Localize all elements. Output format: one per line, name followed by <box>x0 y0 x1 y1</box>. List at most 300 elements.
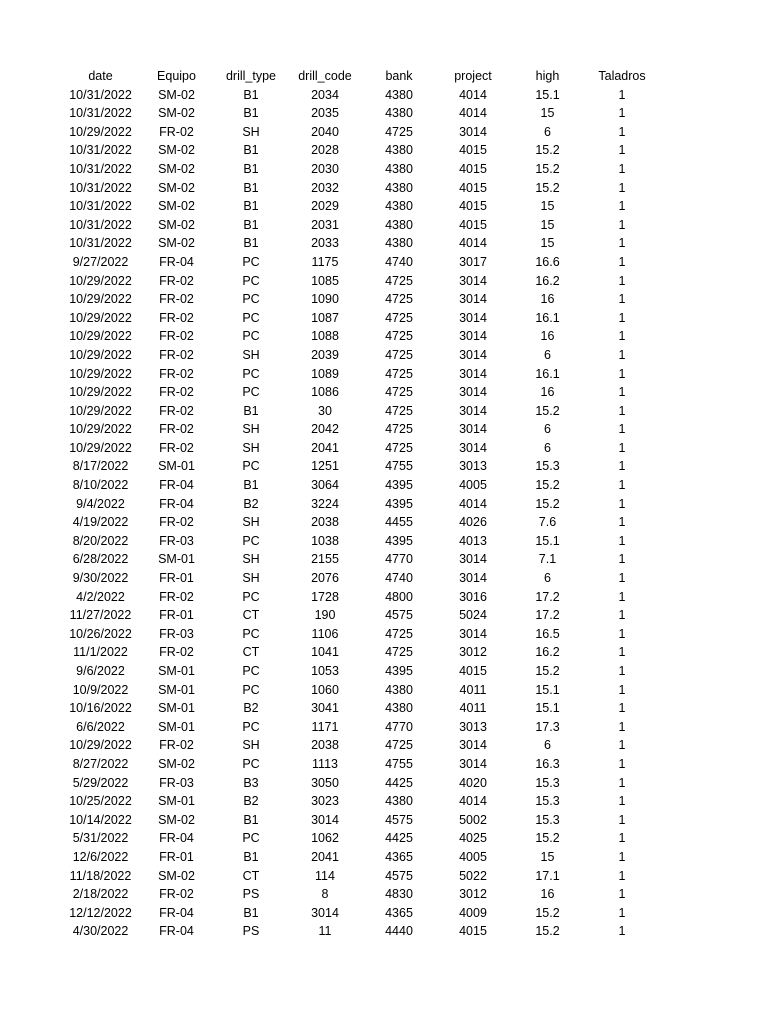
cell-date: 10/31/2022 <box>69 161 132 176</box>
cell-project: 4015 <box>459 924 487 939</box>
cell-bank: 4440 <box>385 924 413 939</box>
cell-drill-type: SH <box>242 515 260 530</box>
cell-drill-type: PC <box>242 459 260 474</box>
cell-project: 4014 <box>459 794 487 809</box>
cell-drill-code: 1088 <box>311 329 339 344</box>
cell-project: 4005 <box>459 478 487 493</box>
cell-drill-type: B2 <box>243 496 259 511</box>
cell-drill-type: B1 <box>243 87 259 102</box>
cell-drill-code: 2041 <box>311 849 339 864</box>
cell-bank: 4725 <box>385 385 413 400</box>
cell-high: 15 <box>540 106 555 121</box>
cell-project: 5022 <box>459 868 487 883</box>
cell-date: 11/27/2022 <box>69 608 132 623</box>
cell-high: 15.2 <box>535 161 560 176</box>
cell-date: 10/29/2022 <box>69 292 132 307</box>
cell-bank: 4395 <box>385 533 413 548</box>
cell-drill-code: 2076 <box>311 571 339 586</box>
column-header-drill-type: drill_type <box>225 69 277 83</box>
cell-taladros: 1 <box>618 571 626 586</box>
cell-taladros: 1 <box>618 292 626 307</box>
cell-equipo: FR-04 <box>159 478 194 493</box>
cell-project: 4014 <box>459 87 487 102</box>
cell-equipo: SM-01 <box>158 664 195 678</box>
cell-bank: 4380 <box>385 106 413 121</box>
cell-high: 15 <box>540 199 555 214</box>
cell-bank: 4725 <box>385 626 413 641</box>
cell-bank: 4770 <box>385 719 413 734</box>
cell-drill-type: PC <box>242 589 260 604</box>
cell-project: 3014 <box>459 347 487 362</box>
cell-bank: 4395 <box>385 664 413 678</box>
cell-equipo: SM-02 <box>158 217 195 232</box>
cell-taladros: 1 <box>618 329 626 344</box>
cell-equipo: FR-04 <box>159 924 194 939</box>
table-body <box>62 86 659 941</box>
cell-date: 10/9/2022 <box>72 682 129 697</box>
cell-drill-code: 1106 <box>311 626 339 641</box>
cell-drill-type: SH <box>242 552 260 567</box>
cell-drill-type: B1 <box>243 217 259 232</box>
column-header-date: date <box>88 69 113 83</box>
table-row <box>62 216 659 235</box>
column-header-drill-code: drill_code <box>298 69 352 83</box>
cell-project: 3014 <box>459 292 487 307</box>
cell-drill-type: PC <box>242 626 260 641</box>
cell-project: 4014 <box>459 236 487 251</box>
cell-drill-type: PC <box>242 310 260 325</box>
cell-drill-code: 1175 <box>311 254 339 269</box>
cell-project: 3014 <box>459 124 487 139</box>
column-header-taladros: Taladros <box>598 69 646 83</box>
cell-drill-code: 1086 <box>311 385 339 400</box>
cell-high: 7.6 <box>538 515 557 530</box>
cell-project: 4011 <box>459 682 487 697</box>
cell-project: 4015 <box>459 217 487 232</box>
table-row <box>62 86 659 105</box>
cell-high: 16.1 <box>535 310 560 325</box>
cell-project: 4011 <box>459 701 487 716</box>
cell-drill-code: 2041 <box>311 440 339 455</box>
cell-bank: 4725 <box>385 347 413 362</box>
cell-taladros: 1 <box>618 924 626 939</box>
cell-drill-code: 3023 <box>311 794 339 809</box>
cell-bank: 4830 <box>385 887 413 902</box>
table-row <box>62 774 659 793</box>
cell-high: 17.1 <box>535 868 560 883</box>
table-row <box>62 104 659 123</box>
cell-equipo: FR-02 <box>159 645 194 660</box>
cell-project: 3012 <box>459 887 487 902</box>
table-row <box>62 476 659 495</box>
table-row <box>62 550 659 569</box>
cell-bank: 4575 <box>385 608 413 623</box>
cell-equipo: FR-04 <box>159 831 194 846</box>
table-row <box>62 402 659 421</box>
cell-bank: 4365 <box>385 905 413 920</box>
cell-bank: 4770 <box>385 552 413 567</box>
cell-date: 10/31/2022 <box>69 199 132 214</box>
cell-drill-code: 2155 <box>311 552 339 567</box>
cell-project: 3014 <box>459 329 487 344</box>
cell-bank: 4725 <box>385 403 413 418</box>
cell-drill-type: B2 <box>243 794 259 809</box>
cell-equipo: FR-02 <box>159 366 194 381</box>
cell-drill-code: 3064 <box>311 478 339 493</box>
cell-taladros: 1 <box>618 366 626 381</box>
cell-taladros: 1 <box>618 738 626 753</box>
cell-bank: 4725 <box>385 310 413 325</box>
table-row <box>62 234 659 253</box>
cell-project: 4015 <box>459 143 487 158</box>
cell-bank: 4365 <box>385 849 413 864</box>
cell-project: 4013 <box>459 533 487 548</box>
cell-drill-type: CT <box>242 645 260 660</box>
cell-drill-code: 1113 <box>312 756 338 771</box>
cell-taladros: 1 <box>618 664 626 678</box>
cell-drill-type: PC <box>242 292 260 307</box>
cell-high: 15 <box>540 849 555 864</box>
cell-taladros: 1 <box>618 236 626 251</box>
cell-high: 6 <box>544 738 551 753</box>
cell-date: 9/27/2022 <box>72 254 129 269</box>
cell-project: 3014 <box>459 310 487 325</box>
table-row <box>62 792 659 811</box>
cell-equipo: FR-02 <box>159 292 194 307</box>
cell-equipo: FR-01 <box>159 849 194 864</box>
cell-high: 15.3 <box>535 775 560 790</box>
cell-high: 15.1 <box>535 701 560 716</box>
cell-project: 3013 <box>459 459 487 474</box>
cell-date: 10/31/2022 <box>69 217 132 232</box>
cell-taladros: 1 <box>618 868 626 883</box>
cell-drill-type: PC <box>242 756 260 771</box>
cell-drill-code: 1053 <box>311 664 339 678</box>
cell-taladros: 1 <box>618 403 626 418</box>
cell-date: 10/29/2022 <box>69 329 132 344</box>
cell-project: 5024 <box>459 608 487 623</box>
cell-high: 6 <box>544 124 551 139</box>
cell-taladros: 1 <box>618 143 626 158</box>
cell-taladros: 1 <box>618 626 626 641</box>
cell-high: 16 <box>540 887 555 902</box>
cell-taladros: 1 <box>618 812 626 827</box>
table-row <box>62 532 659 551</box>
cell-high: 15.2 <box>535 905 560 920</box>
cell-taladros: 1 <box>618 124 626 139</box>
cell-drill-type: B1 <box>243 478 259 493</box>
cell-taladros: 1 <box>618 440 626 455</box>
cell-equipo: FR-02 <box>159 515 194 530</box>
cell-equipo: FR-02 <box>159 887 194 902</box>
cell-drill-code: 3041 <box>311 701 339 716</box>
cell-project: 3016 <box>459 589 487 604</box>
cell-date: 8/20/2022 <box>72 533 129 548</box>
cell-high: 16.6 <box>535 254 560 269</box>
cell-date: 10/31/2022 <box>69 87 132 102</box>
cell-equipo: SM-01 <box>158 701 195 716</box>
cell-equipo: FR-01 <box>159 608 194 623</box>
table-row <box>62 625 659 644</box>
cell-date: 10/29/2022 <box>69 403 132 418</box>
cell-project: 3014 <box>459 366 487 381</box>
cell-date: 10/29/2022 <box>69 440 132 455</box>
cell-project: 3014 <box>459 571 487 586</box>
cell-date: 10/31/2022 <box>69 180 132 195</box>
cell-project: 4014 <box>459 496 487 511</box>
cell-project: 4015 <box>459 199 487 214</box>
cell-date: 12/6/2022 <box>72 849 129 864</box>
table-row <box>62 272 659 291</box>
column-header-equipo: Equipo <box>157 69 196 83</box>
cell-drill-code: 1085 <box>311 273 339 288</box>
cell-drill-type: B3 <box>243 775 259 790</box>
cell-taladros: 1 <box>618 608 626 623</box>
cell-high: 17.2 <box>535 608 560 623</box>
cell-drill-code: 2032 <box>311 180 339 195</box>
cell-drill-code: 2033 <box>311 236 339 251</box>
cell-drill-code: 11 <box>318 924 332 939</box>
table-row <box>62 290 659 309</box>
cell-taladros: 1 <box>618 310 626 325</box>
cell-date: 10/29/2022 <box>69 366 132 381</box>
cell-drill-code: 1087 <box>311 310 339 325</box>
cell-bank: 4380 <box>385 682 413 697</box>
cell-equipo: FR-02 <box>159 273 194 288</box>
cell-taladros: 1 <box>618 515 626 530</box>
cell-equipo: SM-02 <box>158 199 195 214</box>
cell-project: 3014 <box>459 273 487 288</box>
cell-high: 6 <box>544 571 551 586</box>
cell-high: 15.2 <box>535 180 560 195</box>
cell-high: 16 <box>540 292 555 307</box>
cell-equipo: FR-02 <box>159 440 194 455</box>
cell-drill-type: PC <box>242 366 260 381</box>
cell-bank: 4755 <box>385 459 413 474</box>
cell-high: 15 <box>540 217 555 232</box>
cell-project: 4015 <box>459 161 487 176</box>
table-header <box>62 67 659 86</box>
cell-drill-type: B1 <box>243 106 259 121</box>
cell-high: 15.2 <box>535 478 560 493</box>
cell-drill-type: B1 <box>243 403 259 418</box>
cell-equipo: SM-02 <box>158 87 195 102</box>
cell-date: 9/30/2022 <box>72 571 129 586</box>
cell-project: 3014 <box>459 626 487 641</box>
table-row <box>62 439 659 458</box>
cell-taladros: 1 <box>618 180 626 195</box>
table-row <box>62 606 659 625</box>
table-row <box>62 699 659 718</box>
cell-high: 16.2 <box>535 273 560 288</box>
cell-project: 4025 <box>459 831 487 846</box>
column-header-bank: bank <box>385 69 413 83</box>
cell-date: 4/19/2022 <box>72 515 129 530</box>
cell-date: 10/29/2022 <box>69 273 132 288</box>
cell-equipo: FR-02 <box>159 589 194 604</box>
cell-date: 8/27/2022 <box>72 756 129 771</box>
cell-high: 16.5 <box>535 626 560 641</box>
cell-taladros: 1 <box>618 849 626 864</box>
table-row <box>62 179 659 198</box>
cell-bank: 4395 <box>385 478 413 493</box>
cell-high: 17.2 <box>535 589 560 604</box>
cell-high: 15.3 <box>535 794 560 809</box>
cell-equipo: SM-01 <box>158 794 195 809</box>
cell-date: 10/29/2022 <box>69 347 132 362</box>
table-row <box>62 867 659 886</box>
cell-high: 15.2 <box>535 924 560 939</box>
cell-drill-type: PC <box>242 533 260 548</box>
cell-drill-code: 2040 <box>311 124 339 139</box>
cell-drill-code: 2030 <box>311 161 339 176</box>
cell-equipo: FR-02 <box>159 403 194 418</box>
cell-drill-type: SH <box>242 440 260 455</box>
cell-high: 6 <box>544 422 551 437</box>
cell-equipo: FR-03 <box>159 533 194 548</box>
cell-drill-code: 2038 <box>311 738 339 753</box>
cell-drill-type: PC <box>242 719 260 734</box>
table-row <box>62 141 659 160</box>
cell-equipo: SM-02 <box>158 868 195 883</box>
cell-drill-type: PC <box>242 273 260 288</box>
cell-bank: 4425 <box>385 831 413 846</box>
cell-equipo: FR-03 <box>159 626 194 641</box>
cell-date: 5/31/2022 <box>72 831 129 846</box>
table-row <box>62 309 659 328</box>
cell-taladros: 1 <box>618 422 626 437</box>
table-row <box>62 829 659 848</box>
cell-taladros: 1 <box>618 905 626 920</box>
cell-project: 3014 <box>459 385 487 400</box>
cell-project: 4005 <box>459 849 487 864</box>
cell-bank: 4395 <box>385 496 413 511</box>
header-row <box>62 67 659 86</box>
cell-high: 16.3 <box>535 756 560 771</box>
cell-drill-type: B1 <box>243 180 259 195</box>
table-row <box>62 346 659 365</box>
table-row <box>62 457 659 476</box>
cell-bank: 4740 <box>385 254 413 269</box>
cell-drill-code: 8 <box>321 887 329 902</box>
cell-high: 15.1 <box>535 682 560 697</box>
cell-bank: 4380 <box>385 217 413 232</box>
cell-date: 10/29/2022 <box>69 310 132 325</box>
cell-taladros: 1 <box>618 385 626 400</box>
cell-bank: 4380 <box>385 701 413 716</box>
cell-drill-code: 3224 <box>311 496 339 511</box>
cell-date: 10/31/2022 <box>69 143 132 158</box>
cell-taladros: 1 <box>618 106 626 121</box>
cell-taladros: 1 <box>618 719 626 734</box>
cell-drill-type: PS <box>242 887 260 902</box>
cell-high: 15.1 <box>535 87 560 102</box>
cell-high: 6 <box>544 347 551 362</box>
cell-drill-type: CT <box>242 868 260 883</box>
cell-drill-code: 1090 <box>311 292 339 307</box>
cell-bank: 4800 <box>385 589 413 604</box>
cell-equipo: SM-02 <box>158 161 195 176</box>
cell-drill-type: PC <box>242 831 260 846</box>
cell-project: 3014 <box>459 422 487 437</box>
cell-bank: 4425 <box>385 775 413 790</box>
cell-date: 8/10/2022 <box>72 478 129 493</box>
cell-date: 5/29/2022 <box>72 775 129 790</box>
cell-drill-code: 1171 <box>311 719 339 734</box>
cell-project: 4015 <box>459 180 487 195</box>
cell-drill-code: 2042 <box>311 422 339 437</box>
cell-date: 11/18/2022 <box>69 868 132 883</box>
cell-high: 7.1 <box>538 552 557 567</box>
cell-project: 3013 <box>459 719 487 734</box>
cell-bank: 4755 <box>385 756 413 771</box>
cell-bank: 4380 <box>385 236 413 251</box>
cell-drill-type: B1 <box>243 143 259 158</box>
cell-date: 4/2/2022 <box>76 589 125 604</box>
cell-drill-code: 2028 <box>311 143 339 158</box>
cell-drill-code: 2039 <box>311 347 339 362</box>
cell-high: 15.2 <box>535 831 560 846</box>
cell-high: 17.3 <box>535 719 560 734</box>
cell-high: 6 <box>544 440 551 455</box>
cell-high: 15 <box>540 236 555 251</box>
cell-date: 11/1/2022 <box>73 645 128 660</box>
cell-project: 4015 <box>459 664 487 678</box>
table-row <box>62 365 659 384</box>
cell-drill-code: 3014 <box>311 812 339 827</box>
column-header-high: high <box>535 69 560 83</box>
cell-taladros: 1 <box>618 161 626 176</box>
cell-bank: 4725 <box>385 422 413 437</box>
cell-taladros: 1 <box>618 273 626 288</box>
table-row <box>62 904 659 923</box>
cell-project: 3014 <box>459 403 487 418</box>
table-row <box>62 420 659 439</box>
cell-bank: 4380 <box>385 794 413 809</box>
cell-bank: 4575 <box>385 868 413 883</box>
cell-drill-code: 2034 <box>311 87 339 102</box>
cell-drill-type: SH <box>242 347 260 362</box>
table-row <box>62 123 659 142</box>
table-row <box>62 718 659 737</box>
cell-equipo: FR-02 <box>159 738 194 753</box>
cell-date: 4/30/2022 <box>72 924 129 939</box>
cell-taladros: 1 <box>618 496 626 511</box>
cell-taladros: 1 <box>618 217 626 232</box>
cell-bank: 4725 <box>385 645 413 660</box>
cell-drill-code: 3050 <box>311 775 339 790</box>
cell-equipo: FR-02 <box>159 385 194 400</box>
table-row <box>62 197 659 216</box>
cell-drill-type: B1 <box>243 905 259 920</box>
table-row <box>62 811 659 830</box>
cell-equipo: FR-02 <box>159 124 194 139</box>
cell-bank: 4725 <box>385 440 413 455</box>
table-row <box>62 327 659 346</box>
cell-date: 10/29/2022 <box>69 738 132 753</box>
cell-equipo: FR-04 <box>159 905 194 920</box>
cell-equipo: FR-02 <box>159 347 194 362</box>
table-row <box>62 922 659 941</box>
cell-drill-type: PC <box>242 385 260 400</box>
cell-drill-code: 114 <box>315 868 335 883</box>
table-row <box>62 885 659 904</box>
cell-date: 10/26/2022 <box>69 626 132 641</box>
cell-bank: 4575 <box>385 812 413 827</box>
cell-taladros: 1 <box>618 682 626 697</box>
cell-project: 3014 <box>459 738 487 753</box>
cell-high: 16 <box>540 329 555 344</box>
